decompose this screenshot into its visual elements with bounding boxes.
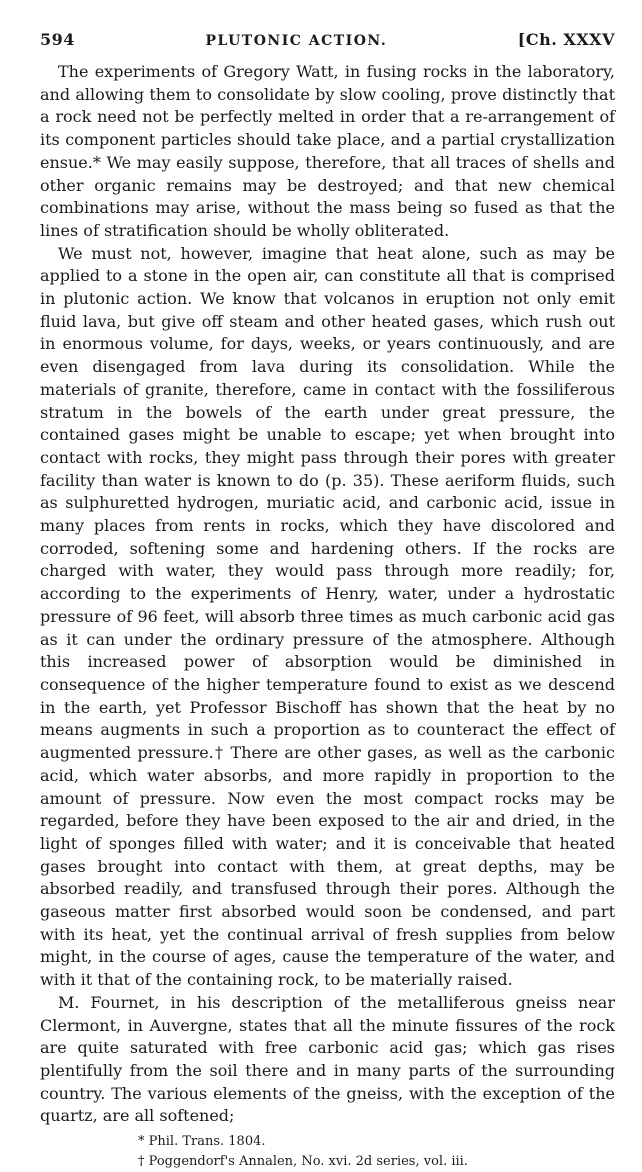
paragraph: M. Fournet, in his description of the metalliferous gneiss near Clermont, in Auvergne, states that all the minute fissures of the rock are quite saturated with free carbonic acid gas; which gas rises plentifully from the soil there and in many parts of the surrounding country. The various elements of the gneiss, with the exception of the quartz, are all softened; bbox=[40, 992, 615, 1126]
page-number: 594 bbox=[40, 30, 75, 49]
paragraph: We must not, however, imagine that heat alone, such as may be applied to a stone in the open air, can constitute all that is comprised in plutonic action. We know that volcanos in eruption not only emit fluid lava, but give off steam and other heated gases, which rush out in enormous volume, for days, weeks, or years continuously, and are even disengaged from lava during its consolidation. While the materials of granite, therefore, came in contact with the fossiliferous stratum in the bowels of the earth under great pressure, the contained gases might be unable to escape; yet when brought into contact with rocks, they might pass through their pores with greater facility than water is known to do (p. 35). These aeriform fluids, such as sulphuretted hydrogen, muriatic acid, and carbonic acid, issue in many places from rents in rocks, which they have discolored and corroded, softening some and hardening others. If the rocks are charged with water, they would pass through more readily; for, according to the experiments of Henry, water, under a hydrostatic pressure of 96 feet, will absorb three times as much carbonic acid gas as it can under the ordinary pressure of the atmosphere. Although this increased power of absorption would be diminished in consequence of the higher temperature found to exist as we descend in the earth, yet Professor Bischoff has shown that the heat by no means augments in such a proportion as to counteract the effect of augmented pressure.† There are other gases, as well as the carbonic acid, which water absorbs, and more rapidly in proportion to the amount of pressure. Now even the most compact rocks may be regarded, before they have been exposed to the air and dried, in the light of sponges filled with water; and it is conceivable that heated gases brought into contact with them, at great depths, may be absorbed readily, and transfused through their pores. Although the gaseous matter first absorbed would soon be condensed, and part with its heat, yet the continual arrival of fresh supplies from below might, in the course of ages, cause the temperature of the water, and with it that of the containing rock, to be materially raised. bbox=[40, 243, 615, 990]
footnote: † Poggendorf's Annalen, No. xvi. 2d series, vol. iii. bbox=[138, 1154, 468, 1170]
book-page bbox=[40, 30, 615, 1172]
paragraph: The experiments of Gregory Watt, in fusing rocks in the laboratory, and allowing them to consolidate by slow cooling, prove distinctly that a rock need not be perfectly melted in order that a re-arrangement of its component particles should take place, and a partial crystallization ensue.* We may easily suppose, therefore, that all traces of shells and other organic remains may be destroyed; and that new chemical combinations may arise, without the mass being so fused as that the lines of stratification should be wholly obliterated. bbox=[40, 62, 615, 240]
footnote: * Phil. Trans. 1804. bbox=[138, 1134, 266, 1150]
chapter-label: [Ch. XXXV bbox=[517, 30, 615, 49]
page-header bbox=[40, 30, 615, 49]
body-text bbox=[40, 61, 615, 1128]
footnotes bbox=[40, 1132, 615, 1172]
running-title: PLUTONIC ACTION. bbox=[205, 33, 388, 49]
